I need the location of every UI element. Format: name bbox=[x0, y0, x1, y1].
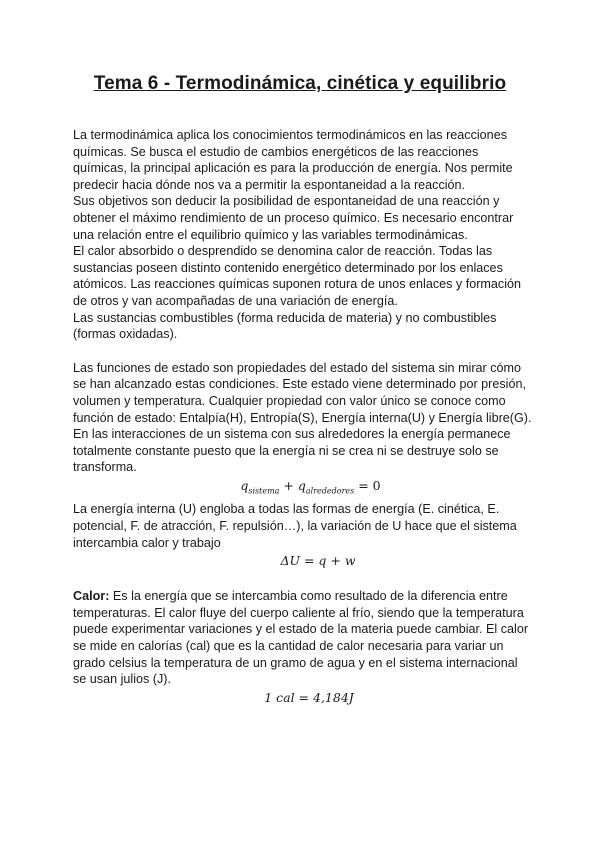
eq-symbol-q: q bbox=[297, 477, 306, 493]
document-body bbox=[73, 127, 533, 708]
paragraph-spacer bbox=[73, 571, 533, 588]
equation-energy-balance bbox=[73, 477, 533, 501]
paragraph-internal-energy: La energía interna (U) engloba a todas las formas de energía (E. cinética, E. potencial, F. de atracción, F. repulsión…), la variación de U hace que el sistema intercambia calor y trabajo bbox=[73, 502, 517, 550]
equation-first-law: ΔU = q + w bbox=[280, 553, 356, 569]
calor-text: Es la energía que se intercambia como resultado de la diferencia entre temperaturas. El calor fluye del cuerpo caliente al frío, siendo que la temperatura puede experimentar variaciones y el estado de la materia puede cambiar. El calor se mide en calorías (cal) que es la cantidad de calor necesaria para variar un grado celsius la temperatura de un gramo de agua y en el sistema internacional se usan julios (J). bbox=[73, 589, 529, 687]
eq-rhs-zero: = 0 bbox=[358, 477, 381, 493]
paragraph-combustibles: Las sustancias combustibles (forma reducida de materia) y no combustibles (formas oxidadas). bbox=[73, 310, 497, 342]
paragraph-reaction-heat: El calor absorbido o desprendido se denomina calor de reacción. Todas las sustancias poseen distinto contenido energético determinado por los enlaces atómicos. Las reacciones químicas suponen rotura de unos enlaces y formación de otros y van acompañadas de una variación de energía. bbox=[73, 244, 522, 308]
paragraph-objectives: Sus objetivos son deducir la posibilidad de espontaneidad de una reacción y obtener el máximo rendimiento de un proceso químico. Es necesario encontrar una relación entre el equilibrio químico y las variables termodinámicas. bbox=[73, 194, 514, 242]
page-title: Tema 6 - Termodinámica, cinética y equilibrio bbox=[93, 73, 507, 94]
paragraph-intro: La termodinámica aplica los conocimientos termodinámicos en las reacciones químicas. Se busca el estudio de cambios energéticos de las reacciones químicas, la principal aplicación es para la producción de energía. Nos permite predecir hacia dónde nos va a permitir la espontaneidad a la reacción. bbox=[73, 128, 513, 192]
equation-calorie-conversion: 1 cal = 4,184J bbox=[264, 689, 354, 705]
eq-subscript-alrededores: alrededores bbox=[305, 486, 355, 496]
eq-subscript-sistema: sistema bbox=[248, 486, 280, 496]
paragraph-calor bbox=[73, 588, 533, 688]
eq-symbol-q: q bbox=[240, 477, 249, 493]
paragraph-state-functions: Las funciones de estado son propiedades del estado del sistema sin mirar cómo se han alcanzado estas condiciones. Este estado viene determinado por presión, volumen y temperatura. Cualquier propiedad con valor único se conoce como función de estado: Entalpía(H), Entropía(S), Energía interna(U) y Energía libre(G). bbox=[73, 360, 532, 425]
eq-operator-plus: + bbox=[283, 477, 294, 493]
calor-label: Calor: bbox=[73, 589, 110, 604]
paragraph-spacer bbox=[73, 343, 533, 360]
paragraph-energy-conservation: En las interacciones de un sistema con sus alrededores la energía permanece totalmente constante puesto que la energía ni se crea ni se destruye solo se transforma. bbox=[73, 427, 511, 475]
